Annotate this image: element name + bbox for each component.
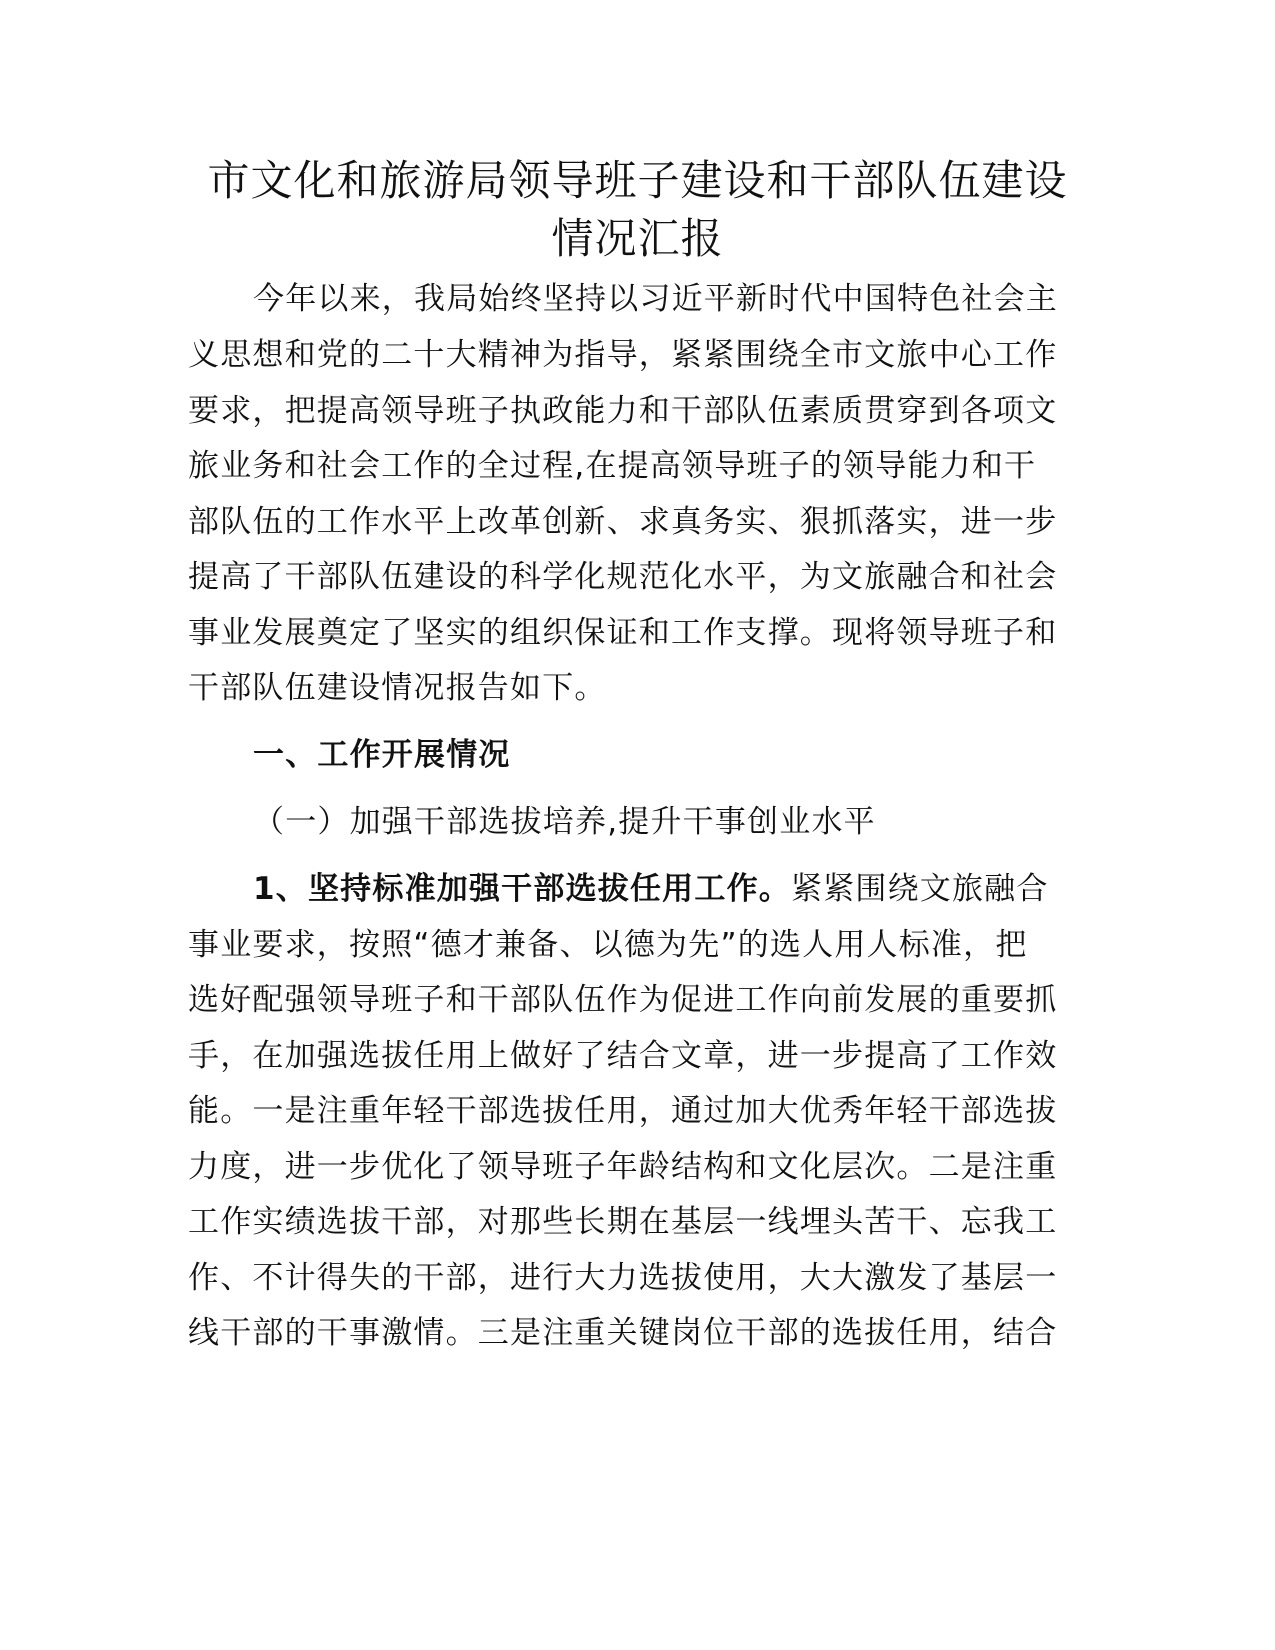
item-1-first-line: [253, 860, 1088, 918]
item-1-line: 选好配强领导班子和干部队伍作为促进工作向前发展的重要抓: [188, 982, 1058, 1018]
document-title-line-2: 情况汇报: [551, 214, 724, 263]
intro-paragraph-line: 旅业务和社会工作的全过程,在提高领导班子的领导能力和干: [188, 448, 1037, 484]
subsection-heading: （一）加强干部选拔培养,提升干事创业水平: [253, 804, 876, 840]
item-1-line: 力度，进一步优化了领导班子年龄结构和文化层次。二是注重: [188, 1149, 1058, 1185]
intro-paragraph-line: 事业发展奠定了坚实的组织保证和工作支撑。现将领导班子和: [188, 615, 1058, 651]
intro-paragraph-line: 提高了干部队伍建设的科学化规范化水平，为文旅融合和社会: [188, 559, 1058, 595]
intro-paragraph-line: 要求，把提高领导班子执政能力和干部队伍素质贯穿到各项文: [188, 393, 1058, 429]
intro-paragraph-line: 义思想和党的二十大精神为指导，紧紧围绕全市文旅中心工作: [188, 337, 1058, 373]
item-1-heading: 1、坚持标准加强干部选拔任用工作。: [253, 871, 791, 907]
item-1-line: 事业要求，按照“德才兼备、以德为先”的选人用人标准，把: [188, 927, 1028, 963]
section-heading: 一、工作开展情况: [253, 737, 511, 773]
item-1-line: 作、不计得失的干部，进行大力选拔使用，大大激发了基层一: [188, 1260, 1058, 1296]
item-1-line: 工作实绩选拔干部，对那些长期在基层一线埋头苦干、忘我工: [188, 1204, 1058, 1240]
item-1-line: 线干部的干事激情。三是注重关键岗位干部的选拔任用，结合: [188, 1315, 1058, 1351]
item-1-line: 手，在加强选拔任用上做好了结合文章，进一步提高了工作效: [188, 1038, 1058, 1074]
intro-paragraph-line: 部队伍的工作水平上改革创新、求真务实、狠抓落实，进一步: [188, 504, 1058, 540]
item-1-line: 能。一是注重年轻干部选拔任用，通过加大优秀年轻干部选拔: [188, 1093, 1058, 1129]
item-1-first-line-text: 紧紧围绕文旅融合: [790, 871, 1049, 907]
intro-paragraph-line: 干部队伍建设情况报告如下。: [188, 670, 607, 706]
intro-paragraph-line: 今年以来，我局始终坚持以习近平新时代中国特色社会主: [253, 281, 1058, 317]
document-title-line-1: 市文化和旅游局领导班子建设和干部队伍建设: [207, 156, 1068, 205]
